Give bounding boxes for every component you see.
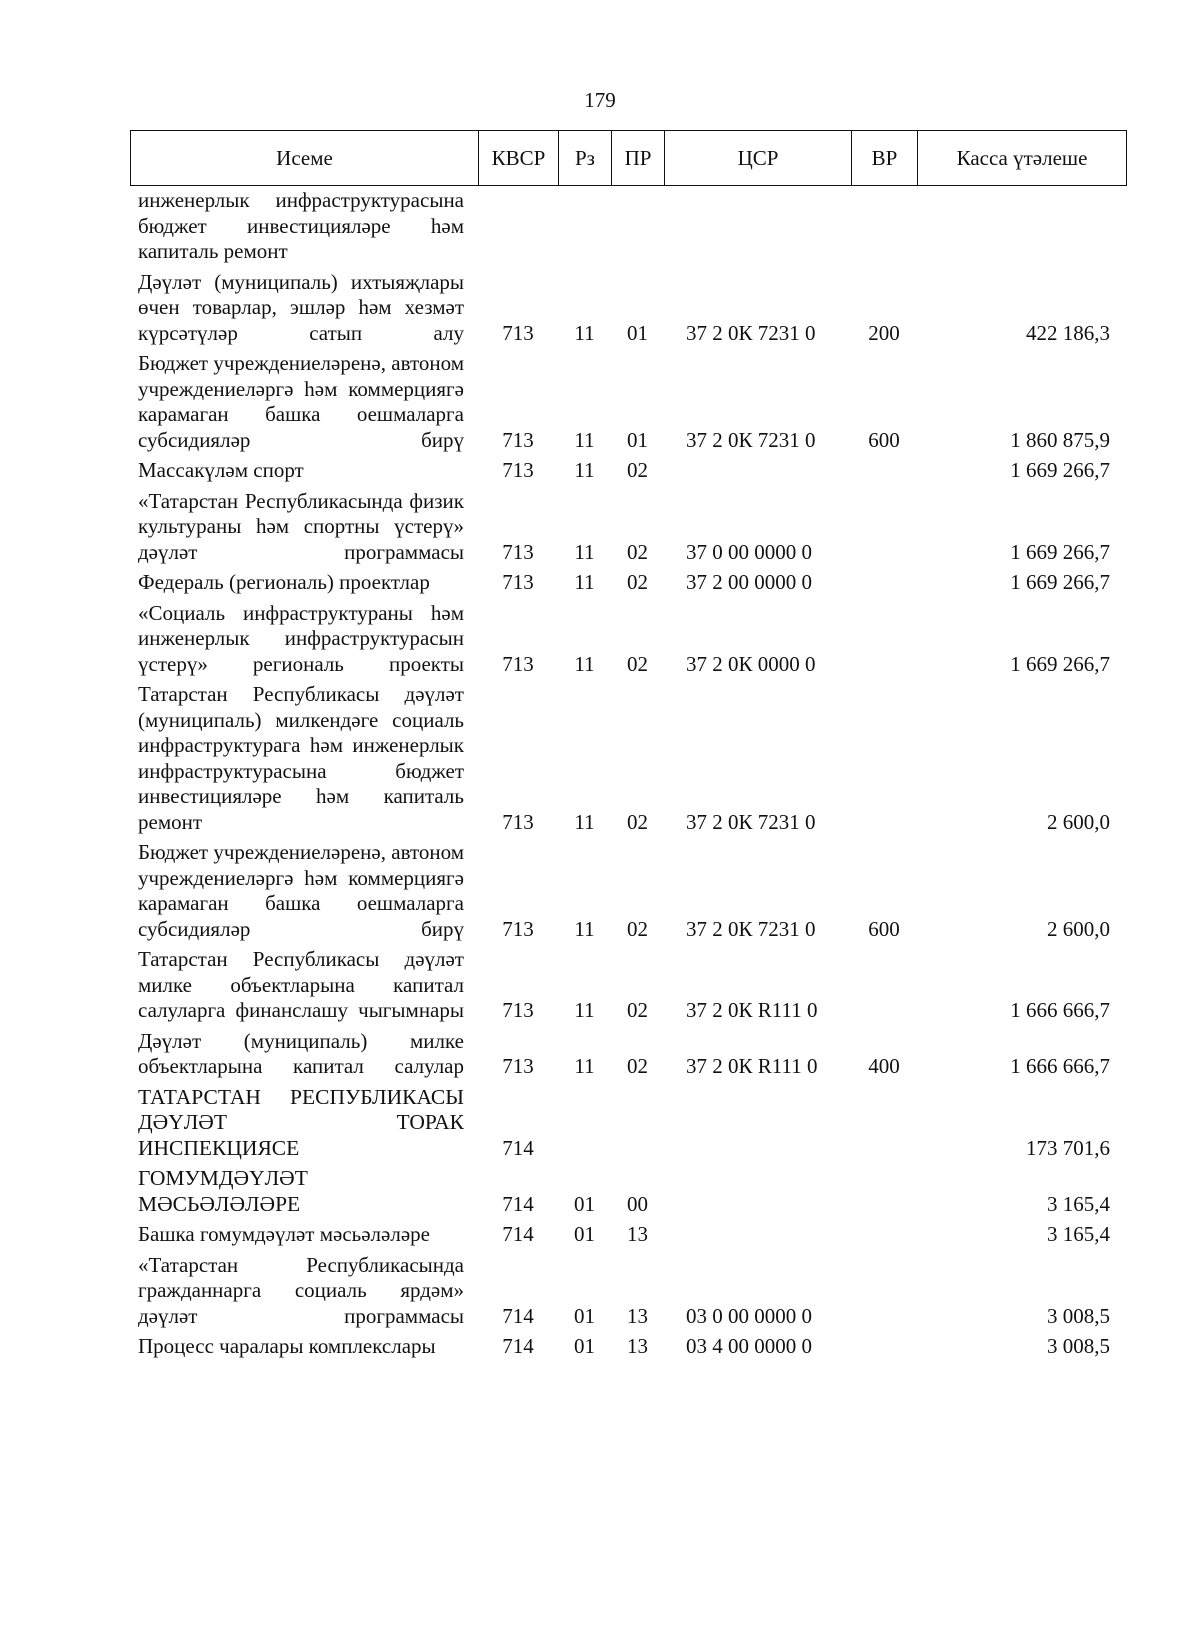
cell-vr xyxy=(851,458,917,489)
cell-kvsr: 713 xyxy=(502,916,534,941)
cell-rz xyxy=(558,1085,611,1167)
cell-kvsr: 714 xyxy=(502,1334,534,1358)
table-row xyxy=(130,570,1126,601)
cell-rz: 11 xyxy=(574,539,595,564)
cell-vr xyxy=(851,682,917,840)
cell-pr: 02 xyxy=(627,1054,648,1078)
cell-vr: 400 xyxy=(868,1054,900,1078)
cell-rz: 11 xyxy=(574,570,595,594)
cell-csr: 37 2 0К 7231 0 xyxy=(686,427,816,452)
cell-name: Процесс чаралары комплекслары xyxy=(138,1334,436,1358)
cell-csr: 37 2 0К R111 0 xyxy=(686,1054,818,1078)
column-header-pr: ПР xyxy=(612,131,665,186)
cell-csr: 37 2 0К 7231 0 xyxy=(686,320,816,345)
cell-vr xyxy=(851,601,917,683)
cell-vr xyxy=(851,1334,917,1365)
cell-kvsr: 714 xyxy=(502,1303,534,1328)
cell-csr: 37 2 0К 7231 0 xyxy=(686,809,816,834)
table-row xyxy=(130,188,1126,270)
cell-kvsr: 713 xyxy=(502,427,534,452)
table-header xyxy=(130,130,1127,186)
table-row xyxy=(130,1222,1126,1253)
cell-kvsr: 713 xyxy=(502,539,534,564)
cell-kvsr: 713 xyxy=(502,1054,534,1078)
cell-kvsr: 714 xyxy=(502,1222,534,1246)
cell-vr xyxy=(851,947,917,1029)
cell-amount: 1 669 266,7 xyxy=(1010,651,1110,676)
cell-pr: 02 xyxy=(627,458,648,482)
cell-vr xyxy=(851,1253,917,1335)
cell-csr xyxy=(664,1085,851,1167)
cell-pr: 02 xyxy=(627,539,648,564)
cell-pr: 02 xyxy=(627,916,648,941)
cell-vr xyxy=(851,188,917,270)
cell-name: «Социаль инфраструктураны һәм инженерлык инфраструктурасын үстерү» региональ проекты xyxy=(138,600,464,676)
table-row xyxy=(130,1334,1126,1365)
cell-name: Массакүләм спорт xyxy=(138,458,304,482)
cell-kvsr: 713 xyxy=(502,809,534,834)
cell-pr: 02 xyxy=(627,998,648,1022)
table-row xyxy=(130,1253,1126,1335)
table-body xyxy=(130,188,1126,1365)
column-header-vr: ВР xyxy=(852,131,918,186)
cell-amount: 1 669 266,7 xyxy=(1010,570,1110,594)
cell-name: Башка гомумдәүләт мәсьәләләре xyxy=(138,1222,430,1246)
cell-pr: 13 xyxy=(627,1303,648,1328)
column-header-name: Исеме xyxy=(131,131,479,186)
cell-amount: 3 008,5 xyxy=(1047,1334,1110,1358)
cell-amount xyxy=(917,188,1126,270)
cell-name: «Татарстан Республикасында гражданнарга социаль ярдәм» дәүләт программасы xyxy=(138,1252,464,1328)
cell-pr xyxy=(611,1085,664,1167)
cell-rz: 11 xyxy=(574,320,595,345)
cell-kvsr: 714 xyxy=(502,1135,534,1160)
cell-vr: 600 xyxy=(868,916,900,941)
table-row xyxy=(130,458,1126,489)
table-row xyxy=(130,601,1126,683)
cell-pr: 13 xyxy=(627,1222,648,1246)
cell-vr xyxy=(851,489,917,571)
cell-rz: 11 xyxy=(574,916,595,941)
cell-pr: 02 xyxy=(627,809,648,834)
table-row xyxy=(130,1029,1126,1085)
cell-csr xyxy=(664,1166,851,1222)
cell-rz: 11 xyxy=(574,427,595,452)
cell-rz: 11 xyxy=(574,651,595,676)
budget-table xyxy=(130,188,1126,1365)
cell-vr xyxy=(851,1166,917,1222)
table-row xyxy=(130,489,1126,571)
cell-rz: 11 xyxy=(574,998,595,1022)
table-row xyxy=(130,682,1126,840)
cell-csr: 37 2 00 0000 0 xyxy=(686,570,812,594)
cell-csr: 37 2 0К 0000 0 xyxy=(686,651,816,676)
cell-name: «Татарстан Республикасында физик культураны һәм спортны үстерү» дәүләт программасы xyxy=(138,488,464,564)
cell-name: Дәүләт (муниципаль) милке объектларына капитал салулар xyxy=(138,1028,464,1078)
cell-vr: 600 xyxy=(868,427,900,452)
cell-csr: 03 4 00 0000 0 xyxy=(686,1334,812,1358)
cell-csr xyxy=(664,188,851,270)
cell-kvsr xyxy=(478,188,558,270)
cell-rz: 01 xyxy=(574,1191,595,1216)
cell-name: Дәүләт (муниципаль) ихтыяҗлары өчен товарлар, эшләр һәм хезмәт күрсәтүләр сатып алу xyxy=(138,269,464,345)
table-row xyxy=(130,840,1126,947)
cell-amount: 2 600,0 xyxy=(1047,916,1110,941)
cell-amount: 1 860 875,9 xyxy=(1010,427,1110,452)
cell-kvsr: 714 xyxy=(502,1191,534,1216)
cell-pr: 13 xyxy=(627,1334,648,1358)
column-header-kvsr: КВСР xyxy=(479,131,559,186)
cell-csr: 37 2 0К 7231 0 xyxy=(686,916,816,941)
cell-csr: 03 0 00 0000 0 xyxy=(686,1303,812,1328)
cell-name: Татарстан Республикасы дәүләт (муниципаль) милкендәге социаль инфраструктурага һәм инженерлык инфраструктурасына бюджет инвестицияләре һәм капиталь ремонт xyxy=(138,682,464,834)
cell-amount: 2 600,0 xyxy=(1047,809,1110,834)
table-row xyxy=(130,351,1126,458)
cell-pr xyxy=(611,188,664,270)
table-row xyxy=(130,270,1126,352)
cell-rz: 11 xyxy=(574,458,595,482)
cell-csr xyxy=(664,1222,851,1253)
cell-vr xyxy=(851,570,917,601)
cell-vr xyxy=(851,1222,917,1253)
cell-csr xyxy=(664,458,851,489)
cell-kvsr: 713 xyxy=(502,570,534,594)
cell-amount: 3 165,4 xyxy=(1047,1222,1110,1246)
cell-rz: 01 xyxy=(574,1222,595,1246)
column-header-amount: Касса үтәлеше xyxy=(918,131,1127,186)
table-row xyxy=(130,947,1126,1029)
column-header-csr: ЦСР xyxy=(665,131,852,186)
cell-amount: 3 008,5 xyxy=(1047,1303,1110,1328)
cell-pr: 02 xyxy=(627,570,648,594)
cell-amount: 173 701,6 xyxy=(1026,1135,1110,1160)
cell-kvsr: 713 xyxy=(502,320,534,345)
cell-pr: 01 xyxy=(627,320,648,345)
table-row xyxy=(130,1166,1126,1222)
cell-amount: 1 666 666,7 xyxy=(1010,1054,1110,1078)
cell-pr: 00 xyxy=(627,1191,648,1216)
page-number: 179 xyxy=(584,88,616,112)
cell-rz: 11 xyxy=(574,1054,595,1078)
cell-amount: 1 669 266,7 xyxy=(1010,539,1110,564)
cell-name: Бюджет учреждениеләренә, автоном учреждениеләргә һәм коммерциягә карамаган башка оешмаларга субсидияләр бирү xyxy=(138,840,464,941)
cell-rz xyxy=(558,188,611,270)
cell-rz: 01 xyxy=(574,1334,595,1358)
cell-vr xyxy=(851,1085,917,1167)
cell-amount: 1 666 666,7 xyxy=(1010,998,1110,1022)
cell-rz: 01 xyxy=(574,1303,595,1328)
cell-name: ТАТАРСТАН РЕСПУБЛИКАСЫ ДӘҮЛӘТ ТОРАК ИНСПЕКЦИЯСЕ xyxy=(138,1084,464,1160)
cell-vr: 200 xyxy=(868,320,900,345)
cell-amount: 3 165,4 xyxy=(1047,1191,1110,1216)
table-row xyxy=(130,1085,1126,1167)
cell-pr: 02 xyxy=(627,651,648,676)
cell-name: Федераль (региональ) проектлар xyxy=(138,570,430,594)
cell-kvsr: 713 xyxy=(502,651,534,676)
cell-pr: 01 xyxy=(627,427,648,452)
column-header-rz: Рз xyxy=(559,131,612,186)
cell-name: ГОМУМДӘҮЛӘТ МӘСЬӘЛӘЛӘРЕ xyxy=(138,1166,308,1216)
cell-csr: 37 2 0К R111 0 xyxy=(686,998,818,1022)
cell-name: Бюджет учреждениеләренә, автоном учреждениеләргә һәм коммерциягә карамаган башка оешмаларга субсидияләр бирү xyxy=(138,351,464,452)
cell-amount: 422 186,3 xyxy=(1026,320,1110,345)
cell-name: инженерлык инфраструктурасына бюджет инвестицияләре һәм капиталь ремонт xyxy=(138,188,464,263)
cell-kvsr: 713 xyxy=(502,998,534,1022)
cell-kvsr: 713 xyxy=(502,458,534,482)
cell-amount: 1 669 266,7 xyxy=(1010,458,1110,482)
cell-rz: 11 xyxy=(574,809,595,834)
cell-name: Татарстан Республикасы дәүләт милке объектларына капитал салуларга финанслашу чыгымнары xyxy=(138,947,464,1022)
cell-csr: 37 0 00 0000 0 xyxy=(686,539,812,564)
